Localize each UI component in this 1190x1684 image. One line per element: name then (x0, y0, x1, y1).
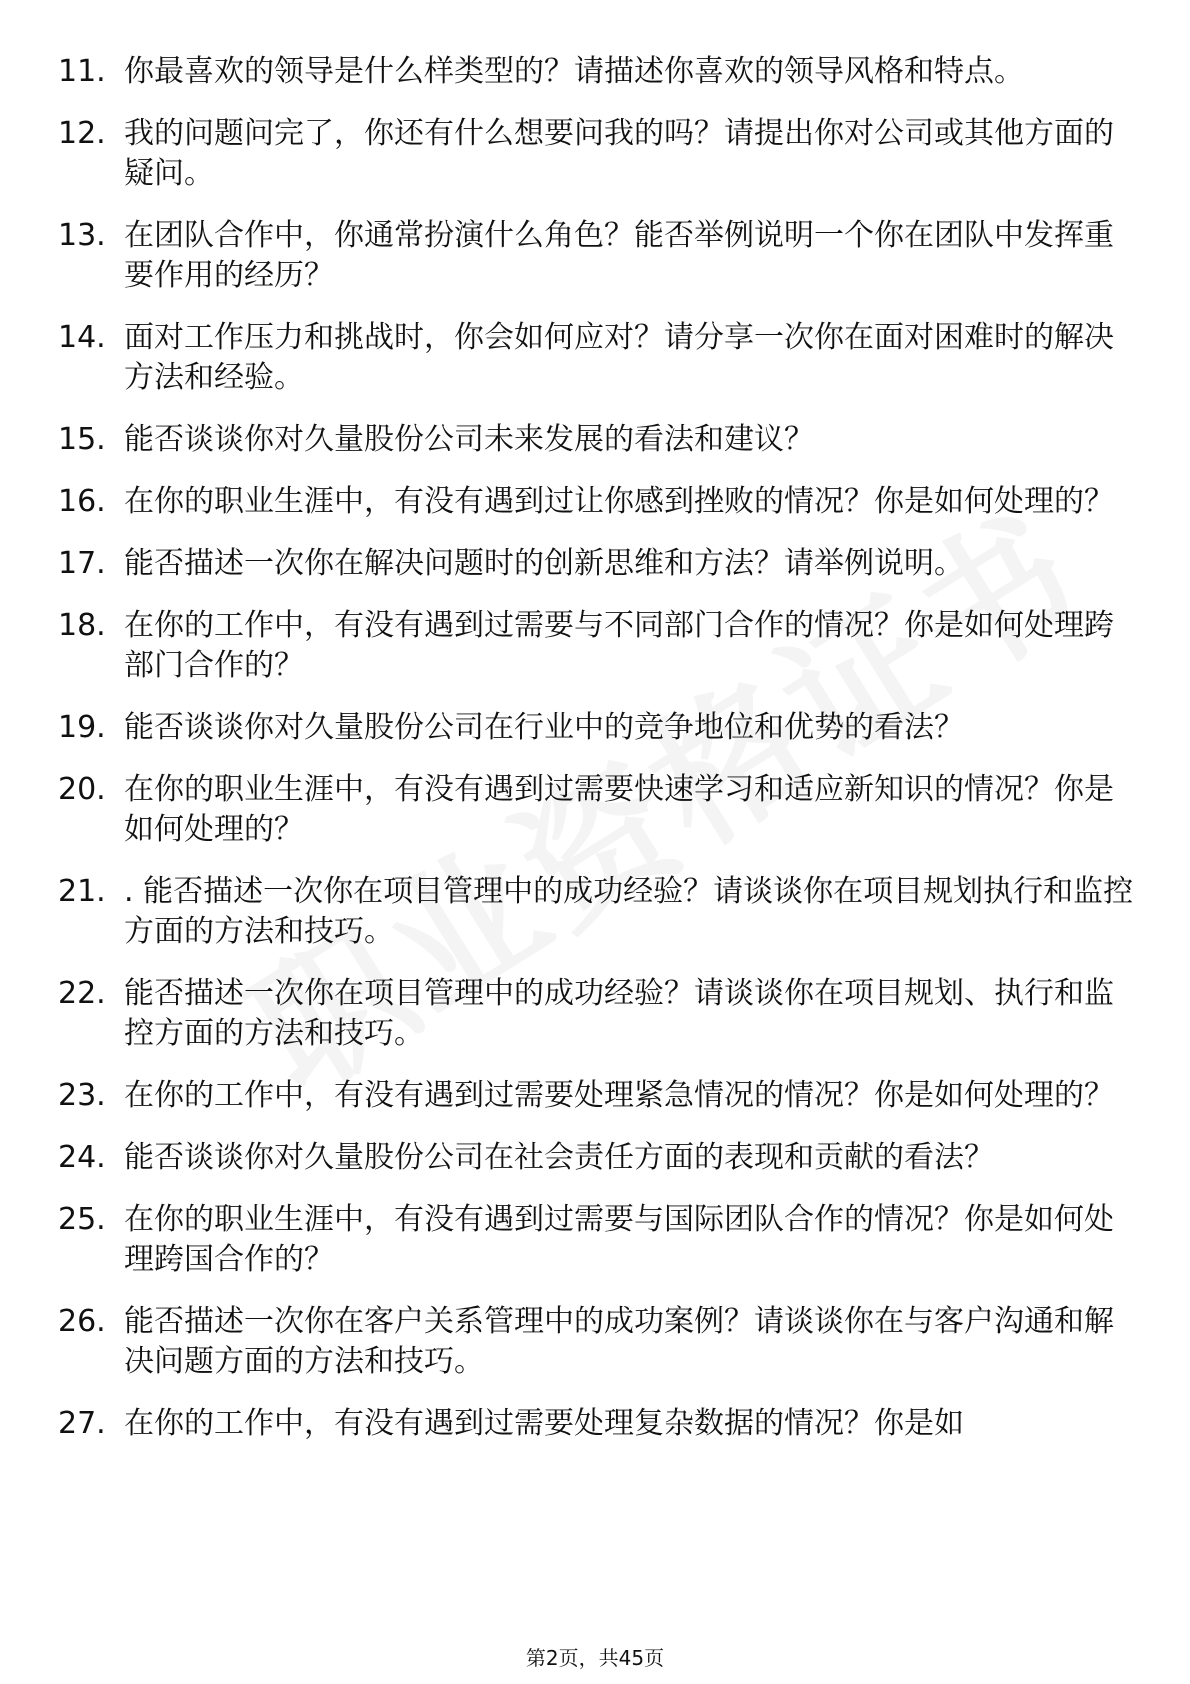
item-number: 24. (58, 1140, 106, 1175)
item-number: 14. (58, 320, 106, 355)
item-text: 我的问题问完了，你还有什么想要问我的吗？请提出你对公司或其他方面的疑问。 (124, 116, 1114, 191)
item-number: 16. (58, 484, 106, 519)
item-text: 在你的工作中，有没有遇到过需要与不同部门合作的情况？你是如何处理跨部门合作的？ (124, 608, 1114, 683)
item-text: 能否谈谈你对久量股份公司在行业中的竞争地位和优势的看法？ (124, 710, 964, 745)
list-item (58, 974, 1138, 1054)
item-number: 27. (58, 1406, 106, 1441)
item-number: 17. (58, 546, 106, 581)
list-item (58, 318, 1138, 398)
item-number: 18. (58, 608, 106, 643)
list-item (58, 482, 1138, 522)
item-number: 20. (58, 772, 106, 807)
list-item (58, 1076, 1138, 1116)
item-number: 25. (58, 1202, 106, 1237)
list-item (58, 1302, 1138, 1382)
list-item (58, 1138, 1138, 1178)
list-item (58, 770, 1138, 850)
item-text: 你最喜欢的领导是什么样类型的？请描述你喜欢的领导风格和特点。 (124, 54, 1024, 89)
list-item (58, 606, 1138, 686)
item-text: 在你的工作中，有没有遇到过需要处理复杂数据的情况？你是如 (124, 1406, 964, 1441)
list-item (58, 420, 1138, 460)
item-text: . 能否描述一次你在项目管理中的成功经验？请谈谈你在项目规划执行和监控方面的方法和技巧。 (124, 874, 1134, 949)
item-text: 能否描述一次你在项目管理中的成功经验？请谈谈你在项目规划、执行和监控方面的方法和技巧。 (124, 976, 1114, 1051)
item-number: 26. (58, 1304, 106, 1339)
item-text: 能否描述一次你在解决问题时的创新思维和方法？请举例说明。 (124, 546, 964, 581)
item-text: 在你的职业生涯中，有没有遇到过让你感到挫败的情况？你是如何处理的？ (124, 484, 1114, 519)
item-text: 面对工作压力和挑战时，你会如何应对？请分享一次你在面对困难时的解决方法和经验。 (124, 320, 1114, 395)
item-text: 在你的工作中，有没有遇到过需要处理紧急情况的情况？你是如何处理的？ (124, 1078, 1114, 1113)
item-text: 在团队合作中，你通常扮演什么角色？能否举例说明一个你在团队中发挥重要作用的经历？ (124, 218, 1114, 293)
item-number: 21. (58, 874, 106, 909)
list-item (58, 708, 1138, 748)
list-item (58, 216, 1138, 296)
item-number: 11. (58, 54, 106, 89)
item-number: 22. (58, 976, 106, 1011)
item-number: 19. (58, 710, 106, 745)
item-number: 13. (58, 218, 106, 253)
item-text: 能否描述一次你在客户关系管理中的成功案例？请谈谈你在与客户沟通和解决问题方面的方法和技巧。 (124, 1304, 1114, 1379)
list-item (58, 872, 1138, 952)
item-number: 23. (58, 1078, 106, 1113)
list-item (58, 1200, 1138, 1280)
item-number: 12. (58, 116, 106, 151)
item-number: 15. (58, 422, 106, 457)
item-text: 在你的职业生涯中，有没有遇到过需要与国际团队合作的情况？你是如何处理跨国合作的？ (124, 1202, 1114, 1277)
item-text: 在你的职业生涯中，有没有遇到过需要快速学习和适应新知识的情况？你是如何处理的？ (124, 772, 1114, 847)
list-item (58, 1404, 1138, 1444)
page-footer: 第2页，共45页 (525, 1646, 665, 1670)
item-text: 能否谈谈你对久量股份公司未来发展的看法和建议？ (124, 422, 814, 457)
list-item (58, 544, 1138, 584)
list-item (58, 52, 1138, 92)
item-text: 能否谈谈你对久量股份公司在社会责任方面的表现和贡献的看法？ (124, 1140, 994, 1175)
question-list (58, 52, 1138, 1466)
list-item (58, 114, 1138, 194)
